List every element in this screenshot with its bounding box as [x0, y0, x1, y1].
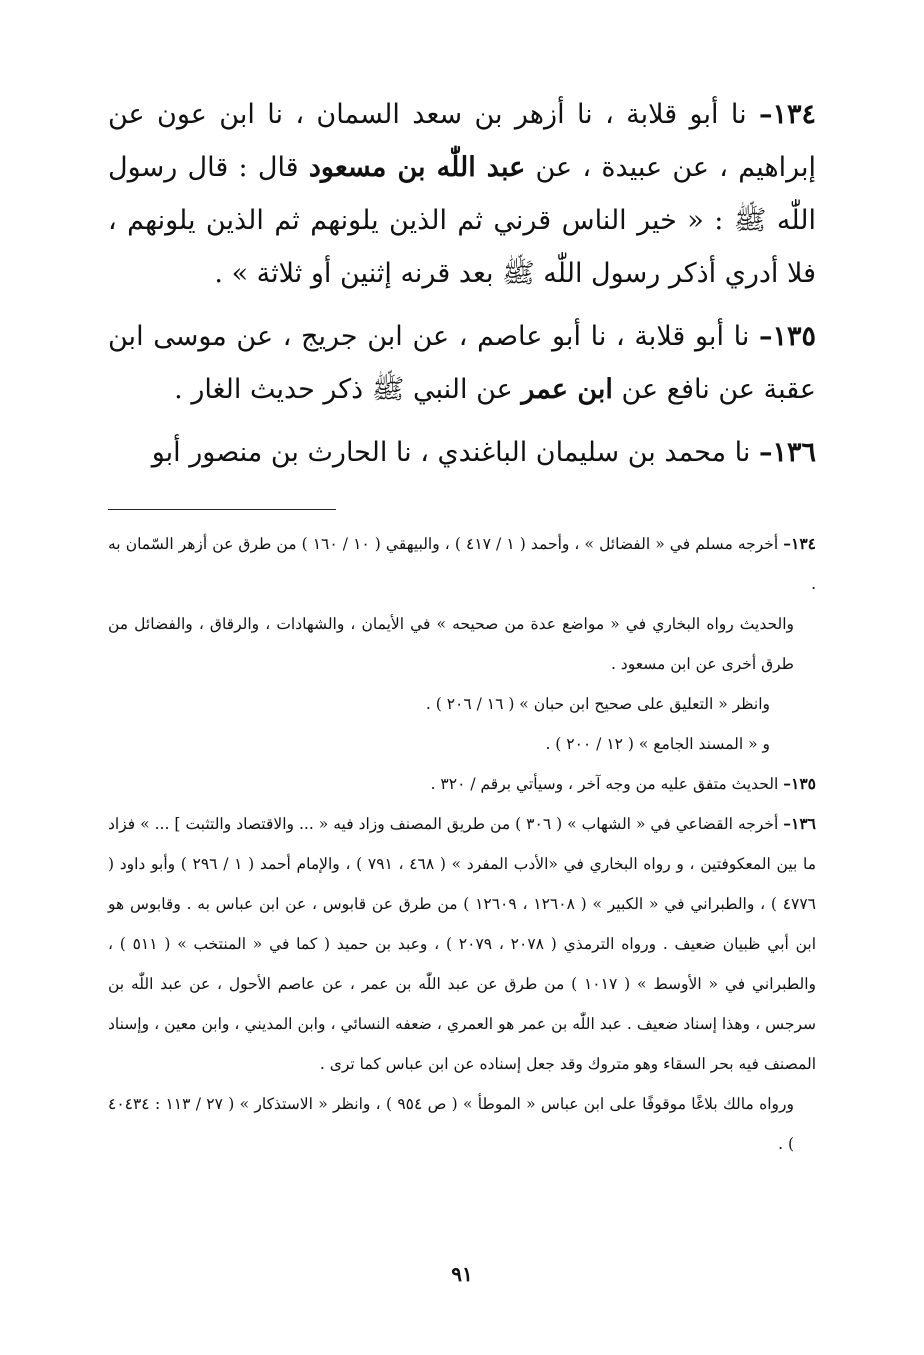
- footnote-number: ١٣٦–: [783, 814, 816, 833]
- footnote: [108, 604, 816, 684]
- footnote-text: والحديث رواه البخاري في « مواضع عدة من صحيحه » في الأيمان ، والشهادات ، والرقاق ، والفضائل من طرق أخرى عن ابن مسعود .: [108, 615, 794, 673]
- footnote: [108, 804, 816, 1084]
- hadith-paragraph: [108, 88, 816, 300]
- footnote-text: ورواه مالك بلاغًا موقوفًا على ابن عباس « الموطأ » ( ص ٩٥٤ ) ، وانظر « الاستذكار » ( ٢٧ / ١١٣ : ٤٠٤٣٤ ) .: [108, 1095, 794, 1153]
- hadith-text: نا أبو قلابة ، نا أزهر بن سعد السمان ، نا ابن عون عن إبراهيم ، عن عبيدة ، عن: [108, 99, 817, 183]
- footnote-list: [108, 524, 816, 1164]
- hadith-text: قال : قال رسول اللّٰه ﷺ : « خير الناس قرني ثم الذين يلونهم ثم الذين يلونهم ، فلا أدري أذكر رسول اللّٰه ﷺ بعد قرنه إثنين أو ثلاثة » .: [108, 152, 816, 289]
- hadith-paragraph: [108, 310, 816, 416]
- footnote: [108, 1084, 816, 1164]
- narrator-name: عبد اللّٰه بن مسعود: [308, 152, 526, 183]
- footnote: [108, 764, 816, 804]
- footnote-text: أخرجه مسلم في « الفضائل » ، وأحمد ( ١ / ٤١٧ ) ، والبيهقي ( ١٠ / ١٦٠ ) من طرق عن أزهر السّمان به .: [108, 535, 816, 593]
- book-page: [108, 88, 816, 1295]
- hadith-paragraph: [108, 426, 816, 479]
- hadith-list: [108, 88, 816, 479]
- footnote: [108, 724, 816, 764]
- footnote-text: الحديث متفق عليه من وجه آخر ، وسيأتي برقم / ٣٢٠ .: [430, 775, 784, 793]
- footnote-number: ١٣٥–: [783, 774, 816, 793]
- page-number: ٩١: [451, 1262, 473, 1286]
- hadith-number: ١٣٥–: [758, 321, 816, 352]
- footnote-number: ١٣٤–: [783, 534, 816, 553]
- hadith-text: عن النبي ﷺ ذكر حديث الغار .: [174, 374, 522, 405]
- footnote-text: أخرجه القضاعي في « الشهاب » ( ٣٠٦ ) من طريق المصنف وزاد فيه « ... والاقتصاد والتثبت ] ... » فزاد ما بين المعكوفتين ، و رواه البخاري في «الأدب المفرد » ( ٤٦٨ ، ٧٩١ ) ، والإمام أحمد ( ١ / ٢٩٦ ) وأبو داود ( ٤٧٧٦ ) ، والطبراني في « الكبير » ( ١٢٦٠٨ ، ١٢٦٠٩ ) من طرق عن قابوس ، عن ابن عباس به . وقابوس هو ابن أبي ظبيان ضعيف . ورواه الترمذي ( ٢٠٧٨ ، ٢٠٧٩ ) ، وعبد بن حميد ( كما في « المنتخب » ( ٥١١ ) ، والطبراني في « الأوسط » ( ١٠١٧ ) من طرق عن عبد اللّٰه بن عمر ، عن عاصم الأحول ، عن عبد اللّٰه بن سرجس ، وهذا إسناد ضعيف . عبد اللّٰه بن عمر هو العمري ، ضعفه النسائي ، وابن المديني ، وابن معين ، وإسناد المصنف فيه بحر السقاء وهو متروك وقد جعل إسناده عن ابن عباس كما ترى .: [108, 815, 817, 1073]
- footnote-text: و « المسند الجامع » ( ١٢ / ٢٠٠ ) .: [545, 735, 770, 753]
- footnote: [108, 684, 816, 724]
- footnote-text: وانظر « التعليق على صحيح ابن حبان » ( ١٦ / ٢٠٦ ) .: [425, 695, 770, 713]
- narrator-name: ابن عمر: [521, 374, 613, 405]
- hadith-number: ١٣٦–: [758, 437, 816, 468]
- hadith-number: ١٣٤–: [758, 99, 816, 130]
- footnote: [108, 524, 816, 604]
- hadith-text: نا أبو قلابة ، نا أبو عاصم ، عن ابن جريج ، عن موسى ابن عقبة عن نافع عن: [108, 321, 816, 405]
- hadith-text: نا محمد بن سليمان الباغندي ، نا الحارث بن منصور أبو: [151, 437, 759, 468]
- footnote-separator: [108, 509, 336, 510]
